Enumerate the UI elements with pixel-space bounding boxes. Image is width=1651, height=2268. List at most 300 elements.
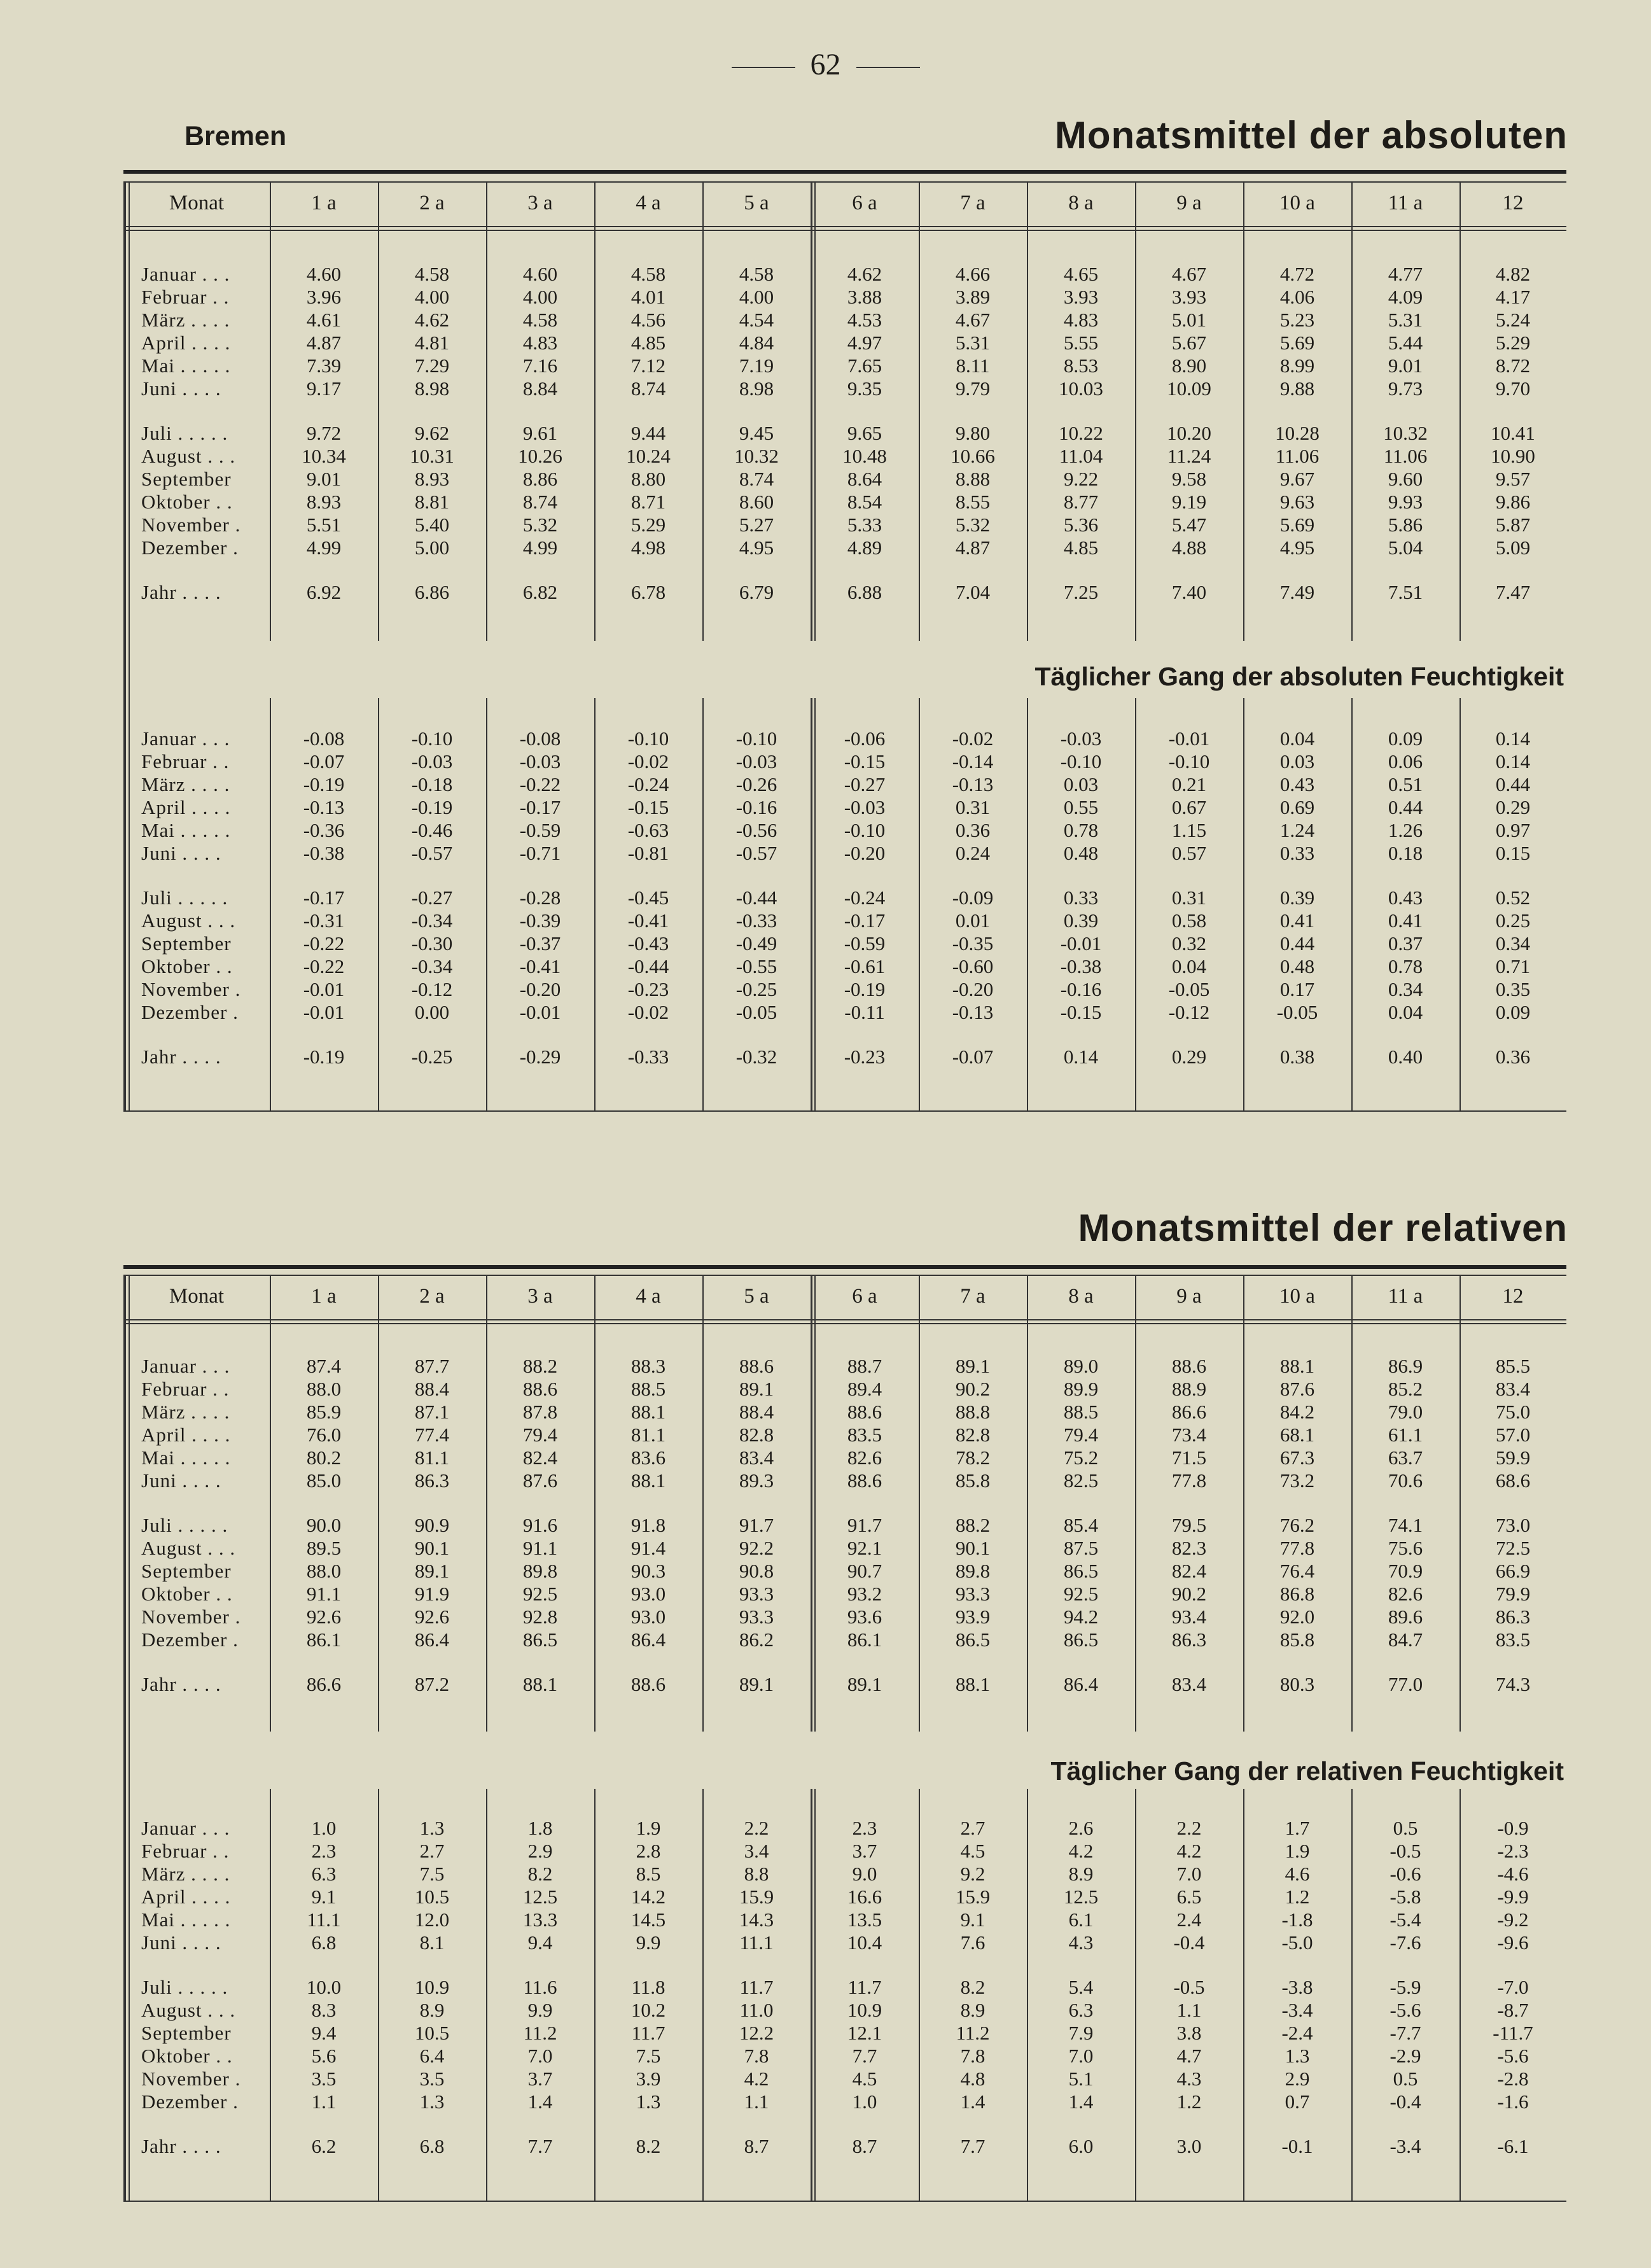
header-hour-3: 3 a [527,1285,553,1308]
value-cell: 89.1 [739,1378,774,1400]
value-cell: -0.01 [303,978,345,1000]
value-cell: 86.9 [1388,1355,1423,1377]
value-cell: 0.78 [1388,955,1423,977]
relative-humidity-table [123,1275,1566,2232]
value-cell: 10.03 [1059,377,1103,400]
value-cell: -9.9 [1497,1886,1529,1908]
value-cell: 10.24 [626,445,671,467]
value-cell: 93.0 [630,1583,666,1605]
value-cell: 10.9 [414,1976,450,1998]
row-year-label: Jahr . . . . [141,1046,221,1068]
value-cell: 70.9 [1388,1560,1423,1582]
value-cell: 4.56 [630,309,666,331]
value-cell: 2.2 [744,1817,769,1839]
value-cell: -7.6 [1390,1931,1421,1954]
value-cell: -0.13 [952,1001,994,1023]
value-cell: 4.82 [1495,263,1531,285]
value-cell: 5.86 [1388,514,1423,536]
table-row [123,263,1566,286]
value-cell: 9.0 [852,1863,877,1885]
year-value-cell: 6.82 [522,581,558,603]
value-cell: 5.69 [1279,332,1315,354]
value-cell: -0.02 [627,750,669,773]
value-cell: 3.93 [1063,286,1099,308]
value-cell: 89.3 [739,1469,774,1492]
header-hour-4: 4 a [636,192,661,214]
value-cell: 7.39 [306,354,342,377]
value-cell: 9.73 [1388,377,1423,400]
value-cell: 9.79 [955,377,991,400]
value-cell: -0.5 [1173,1976,1205,1998]
value-cell: 79.5 [1171,1514,1207,1536]
value-cell: 7.65 [847,354,882,377]
value-cell: 1.9 [636,1817,661,1839]
table-row [123,1886,1566,1908]
table-rule [123,1275,1566,1276]
row-month: Juni . . . . [141,377,221,400]
absolute-daily-subtitle: Täglicher Gang der absoluten Feuchtigkeit [1034,662,1564,691]
value-cell: 4.06 [1279,286,1315,308]
table-row [123,1628,1566,1651]
value-cell: -0.63 [627,819,669,841]
value-cell: 0.03 [1063,773,1099,795]
value-cell: 66.9 [1495,1560,1531,1582]
table-row [123,773,1566,796]
column-rule [702,1275,704,1732]
value-cell: -8.7 [1497,1999,1529,2021]
value-cell: 5.01 [1171,309,1207,331]
value-cell: 11.2 [956,2022,990,2044]
table-row [123,955,1566,978]
value-cell: 3.88 [847,286,882,308]
column-rule [270,181,271,641]
table-rule [123,1110,1566,1112]
value-cell: 14.2 [630,1886,666,1908]
value-cell: 6.3 [311,1863,337,1885]
value-cell: 0.48 [1279,955,1315,977]
table-rule [123,181,1566,183]
value-cell: 68.1 [1279,1424,1315,1446]
value-cell: 91.7 [739,1514,774,1536]
value-cell: 4.99 [306,536,342,559]
year-value-cell: 83.4 [1171,1673,1207,1695]
year-value-cell: 7.40 [1171,581,1207,603]
value-cell: 8.54 [847,491,882,513]
value-cell: 4.87 [955,536,991,559]
value-cell: 90.2 [1171,1583,1207,1605]
value-cell: 88.6 [847,1401,882,1423]
value-cell: 88.1 [630,1401,666,1423]
row-month: Januar . . . [141,1355,230,1377]
value-cell: 87.5 [1063,1537,1099,1559]
value-cell: 86.4 [414,1628,450,1651]
value-cell: -2.9 [1390,2045,1421,2067]
value-cell: 12.0 [414,1908,450,1931]
column-rule [1243,1275,1244,1732]
value-cell: -0.08 [303,727,345,750]
value-cell: 10.26 [518,445,562,467]
value-cell: 82.4 [522,1446,558,1469]
value-cell: 10.66 [951,445,995,467]
value-cell: 5.33 [847,514,882,536]
value-cell: 93.0 [630,1606,666,1628]
row-month: Juni . . . . [141,1931,221,1954]
value-cell: 10.09 [1167,377,1211,400]
value-cell: 0.5 [1393,1817,1418,1839]
year-value-cell: 8.7 [852,2135,877,2157]
value-cell: -9.2 [1497,1908,1529,1931]
value-cell: 7.29 [414,354,450,377]
value-cell: -7.7 [1390,2022,1421,2044]
value-cell: 82.5 [1063,1469,1099,1492]
value-cell: 4.62 [847,263,882,285]
value-cell: 2.9 [527,1840,553,1862]
table-row [123,1999,1566,2022]
value-cell: 5.09 [1495,536,1531,559]
value-cell: 0.17 [1279,978,1315,1000]
value-cell: 9.62 [414,422,450,444]
table-row [123,727,1566,750]
value-cell: 86.6 [1171,1401,1207,1423]
value-cell: 85.0 [306,1469,342,1492]
value-cell: 8.93 [306,491,342,513]
year-value-cell: 88.6 [630,1673,666,1695]
value-cell: 74.1 [1388,1514,1423,1536]
value-cell: 92.8 [522,1606,558,1628]
value-cell: -0.05 [1168,978,1210,1000]
value-cell: 90.7 [847,1560,882,1582]
value-cell: 0.51 [1388,773,1423,795]
value-cell: -0.61 [844,955,886,977]
value-cell: 9.88 [1279,377,1315,400]
value-cell: 5.1 [1068,2068,1094,2090]
value-cell: 1.2 [1285,1886,1310,1908]
value-cell: 1.8 [527,1817,553,1839]
value-cell: 0.43 [1388,886,1423,909]
value-cell: 10.28 [1275,422,1320,444]
header-hour-1: 1 a [311,192,337,214]
value-cell: 11.24 [1167,445,1211,467]
value-cell: 10.0 [306,1976,342,1998]
value-cell: 86.5 [955,1628,991,1651]
year-value-cell: 7.7 [960,2135,986,2157]
value-cell: 5.32 [522,514,558,536]
value-cell: -0.02 [952,727,994,750]
value-cell: 4.95 [1279,536,1315,559]
table-rule [123,226,1566,227]
absolute-section-title: Monatsmittel der absoluten [1054,114,1568,157]
value-cell: -0.20 [952,978,994,1000]
table-rule [123,2201,1566,2202]
value-cell: 0.14 [1495,750,1531,773]
value-cell: -0.45 [627,886,669,909]
year-value-cell: 6.2 [311,2135,337,2157]
value-cell: 3.8 [1176,2022,1202,2044]
value-cell: 3.89 [955,286,991,308]
value-cell: 10.9 [847,1999,882,2021]
value-cell: 85.5 [1495,1355,1531,1377]
value-cell: -7.0 [1497,1976,1529,1998]
value-cell: 85.2 [1388,1378,1423,1400]
value-cell: 2.7 [419,1840,445,1862]
value-cell: 5.47 [1171,514,1207,536]
value-cell: 9.61 [522,422,558,444]
value-cell: -0.24 [844,886,886,909]
row-year-label: Jahr . . . . [141,581,221,603]
value-cell: -11.7 [1493,2022,1533,2044]
value-cell: 82.8 [955,1424,991,1446]
year-value-cell: 6.79 [739,581,774,603]
value-cell: 7.0 [527,2045,553,2067]
table-row [123,1908,1566,1931]
value-cell: -0.07 [303,750,345,773]
value-cell: 89.5 [306,1537,342,1559]
value-cell: 7.7 [852,2045,877,2067]
year-value-cell: 86.6 [306,1673,342,1695]
value-cell: 7.12 [630,354,666,377]
year-value-cell: 6.92 [306,581,342,603]
header-hour-8: 8 a [1068,192,1094,214]
value-cell: 88.5 [1063,1401,1099,1423]
value-cell: 2.4 [1176,1908,1202,1931]
year-value-cell: -3.4 [1390,2135,1421,2157]
value-cell: 91.8 [630,1514,666,1536]
value-cell: 91.1 [306,1583,342,1605]
value-cell: 88.3 [630,1355,666,1377]
value-cell: 0.67 [1171,796,1207,818]
value-cell: 4.98 [630,536,666,559]
table-top-rule [123,170,1566,174]
value-cell: 7.6 [960,1931,986,1954]
value-cell: -0.41 [519,955,561,977]
value-cell: 6.5 [1176,1886,1202,1908]
value-cell: -3.4 [1281,1999,1313,2021]
value-cell: 86.3 [414,1469,450,1492]
value-cell: 0.21 [1171,773,1207,795]
value-cell: 0.14 [1495,727,1531,750]
value-cell: -0.44 [735,886,777,909]
row-month: Dezember . [141,1628,239,1651]
table-row [123,1817,1566,1840]
value-cell: 8.11 [956,354,990,377]
page-number: 62 [0,47,1651,82]
value-cell: 85.8 [1279,1628,1315,1651]
value-cell: -3.8 [1281,1976,1313,1998]
value-cell: 0.41 [1388,909,1423,932]
value-cell: 10.34 [302,445,346,467]
value-cell: 86.4 [630,1628,666,1651]
value-cell: 4.7 [1176,2045,1202,2067]
row-month: September [141,932,232,955]
value-cell: 5.29 [630,514,666,536]
value-cell: 4.87 [306,332,342,354]
row-month: März . . . . [141,1863,230,1885]
value-cell: -0.15 [627,796,669,818]
value-cell: 4.62 [414,309,450,331]
value-cell: -0.10 [735,727,777,750]
value-cell: 89.6 [1388,1606,1423,1628]
value-cell: -4.6 [1497,1863,1529,1885]
header-hour-4: 4 a [636,1285,661,1308]
value-cell: 8.2 [960,1976,986,1998]
value-cell: -0.03 [844,796,886,818]
value-cell: -0.34 [411,955,453,977]
value-cell: 5.32 [955,514,991,536]
value-cell: 4.2 [1068,1840,1094,1862]
row-month: April . . . . [141,1424,231,1446]
value-cell: 3.7 [852,1840,877,1862]
value-cell: -1.6 [1497,2090,1529,2113]
value-cell: 86.8 [1279,1583,1315,1605]
year-value-cell: 89.1 [739,1673,774,1695]
year-row [123,2135,1566,2158]
value-cell: 9.58 [1171,468,1207,490]
header-hour-1: 1 a [311,1285,337,1308]
value-cell: -0.09 [952,886,994,909]
header-hour-12: 12 [1502,1285,1524,1308]
value-cell: 2.2 [1176,1817,1202,1839]
value-cell: 4.6 [1285,1863,1310,1885]
value-cell: -0.01 [1060,932,1102,955]
value-cell: -0.10 [844,819,886,841]
value-cell: 10.2 [630,1999,666,2021]
value-cell: 81.1 [414,1446,450,1469]
value-cell: 10.32 [1383,422,1428,444]
value-cell: 8.9 [419,1999,445,2021]
value-cell: 93.2 [847,1583,882,1605]
value-cell: 8.99 [1279,354,1315,377]
table-row [123,332,1566,354]
value-cell: -0.03 [735,750,777,773]
year-value-cell: 7.25 [1063,581,1099,603]
value-cell: 93.9 [955,1606,991,1628]
value-cell: 4.84 [739,332,774,354]
year-value-cell: 7.04 [955,581,991,603]
value-cell: 63.7 [1388,1446,1423,1469]
value-cell: 3.5 [311,2068,337,2090]
value-cell: -0.22 [303,955,345,977]
value-cell: 8.53 [1063,354,1099,377]
header-hour-5: 5 a [744,192,769,214]
value-cell: 87.4 [306,1355,342,1377]
value-cell: -0.13 [952,773,994,795]
header-hour-11: 11 a [1388,192,1423,214]
value-cell: -0.43 [627,932,669,955]
value-cell: 8.1 [419,1931,445,1954]
row-month: Februar . . [141,1378,230,1400]
header-hour-9: 9 a [1176,1285,1202,1308]
value-cell: 84.2 [1279,1401,1315,1423]
value-cell: -0.10 [1060,750,1102,773]
header-hour-6: 6 a [852,1285,877,1308]
table-row [123,2022,1566,2045]
table-row [123,286,1566,309]
value-cell: 12.2 [739,2022,774,2044]
table-row [123,842,1566,865]
value-cell: 1.24 [1279,819,1315,841]
value-cell: 82.4 [1171,1560,1207,1582]
value-cell: 9.9 [636,1931,661,1954]
row-month: Februar . . [141,1840,230,1862]
value-cell: -0.27 [411,886,453,909]
column-rule [919,1275,920,1732]
value-cell: 10.90 [1491,445,1535,467]
value-cell: 88.0 [306,1560,342,1582]
value-cell: 4.01 [630,286,666,308]
value-cell: 89.8 [955,1560,991,1582]
value-cell: 73.0 [1495,1514,1531,1536]
value-cell: 5.6 [311,2045,337,2067]
value-cell: 0.71 [1495,955,1531,977]
year-value-cell: 86.4 [1063,1673,1099,1695]
value-cell: 5.40 [414,514,450,536]
value-cell: 10.32 [734,445,779,467]
value-cell: 6.3 [1068,1999,1094,2021]
value-cell: 88.0 [306,1378,342,1400]
value-cell: 5.55 [1063,332,1099,354]
value-cell: 3.5 [419,2068,445,2090]
table-row [123,750,1566,773]
value-cell: 1.3 [1285,2045,1310,2067]
value-cell: 0.39 [1063,909,1099,932]
value-cell: 4.60 [306,263,342,285]
value-cell: -0.27 [844,773,886,795]
value-cell: -0.12 [411,978,453,1000]
value-cell: 91.7 [847,1514,882,1536]
value-cell: 8.74 [522,491,558,513]
value-cell: 81.1 [630,1424,666,1446]
year-value-cell: 3.0 [1176,2135,1202,2157]
value-cell: 14.5 [630,1908,666,1931]
year-value-cell: -0.19 [303,1046,345,1068]
value-cell: 75.2 [1063,1446,1099,1469]
year-value-cell: 7.7 [527,2135,553,2157]
value-cell: 8.81 [414,491,450,513]
value-cell: 80.2 [306,1446,342,1469]
value-cell: -0.20 [519,978,561,1000]
value-cell: 89.9 [1063,1378,1099,1400]
value-cell: 4.09 [1388,286,1423,308]
column-rule [1135,181,1136,641]
value-cell: 1.0 [311,1817,337,1839]
value-cell: 79.0 [1388,1401,1423,1423]
row-month: Juli . . . . . [141,886,228,909]
row-year-label: Jahr . . . . [141,2135,221,2157]
row-month: November . [141,2068,241,2090]
value-cell: 4.88 [1171,536,1207,559]
value-cell: 1.4 [960,2090,986,2113]
year-value-cell: -0.32 [735,1046,777,1068]
value-cell: 0.44 [1279,932,1315,955]
value-cell: 11.2 [523,2022,557,2044]
table-row [123,445,1566,468]
value-cell: 6.4 [419,2045,445,2067]
value-cell: 88.2 [955,1514,991,1536]
value-cell: 0.36 [955,819,991,841]
row-month: Oktober . . [141,955,233,977]
value-cell: -0.10 [627,727,669,750]
value-cell: 8.8 [744,1863,769,1885]
value-cell: 89.4 [847,1378,882,1400]
value-cell: 82.3 [1171,1537,1207,1559]
value-cell: 7.19 [739,354,774,377]
value-cell: 0.33 [1279,842,1315,864]
value-cell: 77.8 [1171,1469,1207,1492]
column-rule [814,181,816,641]
value-cell: 86.2 [739,1628,774,1651]
table-row [123,536,1566,559]
column-rule [1459,1275,1461,1732]
